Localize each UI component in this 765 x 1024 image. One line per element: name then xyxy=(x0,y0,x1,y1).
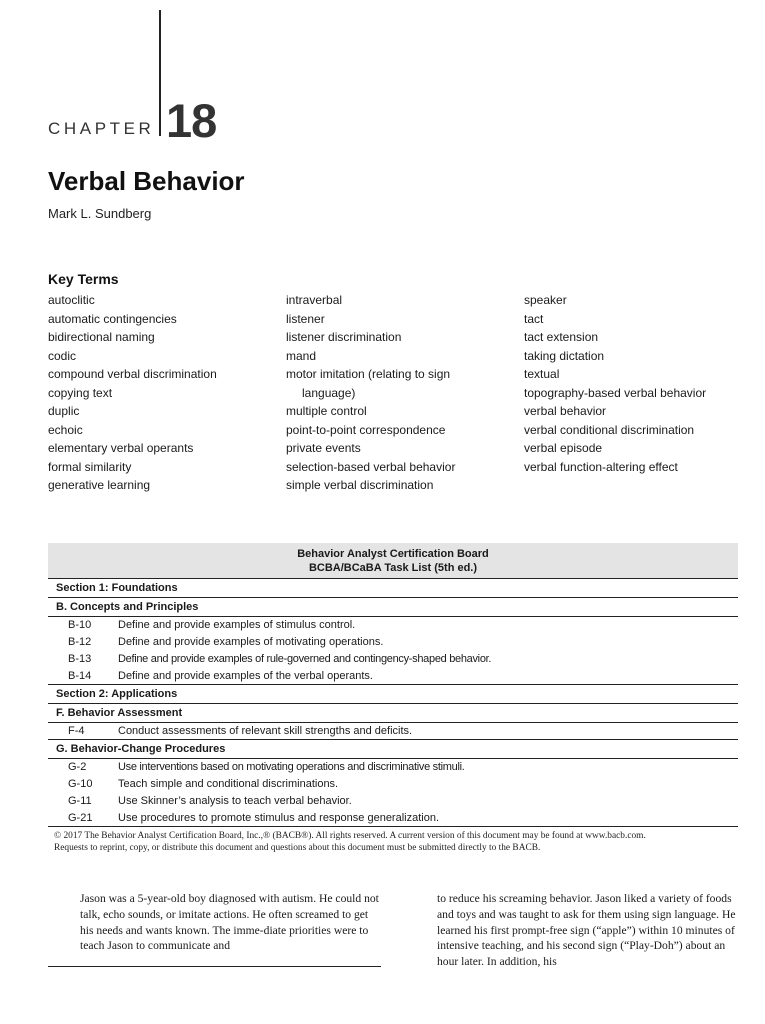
task-item xyxy=(48,759,738,776)
key-term: duplic xyxy=(48,404,80,418)
key-term: speaker xyxy=(524,293,567,307)
key-term: listener discrimination xyxy=(286,330,402,344)
task-text: Define and provide examples of stimulus control. xyxy=(118,619,356,631)
body-paragraph-left: Jason was a 5-year-old boy diagnosed with autism. He could not talk, echo sounds, or imitate actions. He often screamed to get his needs and wants known. The imme-diate priorities were to teach Jason to communicate and xyxy=(80,892,379,953)
task-text: Define and provide examples of the verbal operants. xyxy=(118,670,373,682)
reprint-notice-line: Requests to reprint, copy, or distribute this document and questions about this document must be submitted directly to the BACB. xyxy=(54,843,541,853)
bacb-header-subtitle: BCBA/BCaBA Task List (5th ed.) xyxy=(308,562,478,574)
bacb-table-header xyxy=(48,543,738,579)
task-item xyxy=(48,810,738,827)
task-text: Use Skinner’s analysis to teach verbal behavior. xyxy=(118,795,352,807)
chapter-number: 18 xyxy=(166,94,217,147)
task-item xyxy=(48,617,738,634)
section-heading: Section 1: Foundations xyxy=(48,579,738,598)
task-group-heading: B. Concepts and Principles xyxy=(48,598,738,617)
key-term: intraverbal xyxy=(286,293,343,307)
copyright-line: © 2017 The Behavior Analyst Certification Board, Inc.,® (BACB®). All rights reserved. A current version of this document may be found at www.bacb.com. xyxy=(54,831,646,841)
key-term: motor imitation (relating to sign xyxy=(286,367,451,381)
key-term: automatic contingencies xyxy=(48,311,177,326)
key-term: selection-based verbal behavior xyxy=(286,459,456,474)
section-heading: Section 2: Applications xyxy=(48,685,738,704)
key-term: point-to-point correspondence xyxy=(286,422,446,437)
task-item xyxy=(48,793,738,810)
task-item xyxy=(48,776,738,793)
key-terms-column-2 xyxy=(286,291,455,495)
key-terms-heading: Key Terms xyxy=(48,271,119,287)
task-item xyxy=(48,668,738,685)
key-terms-column-3 xyxy=(524,291,706,476)
key-term: elementary verbal operants xyxy=(48,441,194,455)
body-paragraph-right: to reduce his screaming behavior. Jason liked a variety of foods and toys and was taught to ask for them using sign language. He learned his first prompt-free sign (“apple”) within 10 minutes of intensive teaching, and his second sign (“Play-Doh”) about an hour later. In addition, his xyxy=(437,892,736,969)
key-term: multiple control xyxy=(286,404,367,418)
key-term: tact extension xyxy=(524,330,599,344)
task-code: G-2 xyxy=(68,761,87,773)
task-text: Conduct assessments of relevant skill strengths and deficits. xyxy=(118,725,413,737)
task-code: B-13 xyxy=(68,653,92,665)
task-text: Define and provide examples of rule-governed and contingency-shaped behavior. xyxy=(118,653,492,665)
key-term: private events xyxy=(286,441,361,455)
key-term-continuation: language) xyxy=(302,385,356,400)
task-text: Teach simple and conditional discriminations. xyxy=(118,778,339,790)
task-group-heading: G. Behavior-Change Procedures xyxy=(48,740,738,759)
key-term: topography-based verbal behavior xyxy=(524,385,707,400)
task-code: G-11 xyxy=(68,795,92,807)
chapter-divider-line xyxy=(159,10,161,136)
key-term: listener xyxy=(286,311,325,326)
footnote-rule xyxy=(48,966,381,967)
task-text: Use procedures to promote stimulus and response generalization. xyxy=(118,812,440,824)
task-code: G-21 xyxy=(68,812,93,824)
key-term: simple verbal discrimination xyxy=(286,478,434,492)
bacb-copyright-notice xyxy=(48,827,738,854)
chapter-title: Verbal Behavior xyxy=(48,166,245,196)
task-code: F-4 xyxy=(68,725,85,737)
task-item xyxy=(48,651,738,668)
bacb-header-title: Behavior Analyst Certification Board xyxy=(297,548,489,560)
key-term: bidirectional naming xyxy=(48,330,155,344)
key-term: echoic xyxy=(48,422,83,437)
task-text: Use interventions based on motivating operations and discriminative stimuli. xyxy=(118,761,465,773)
key-term: verbal episode xyxy=(524,441,603,455)
task-code: B-12 xyxy=(68,636,92,648)
task-item xyxy=(48,723,738,740)
key-terms-column-1 xyxy=(48,291,217,495)
bacb-task-list-box xyxy=(48,543,738,854)
key-term: taking dictation xyxy=(524,348,605,363)
task-group-heading: F. Behavior Assessment xyxy=(48,704,738,723)
task-code: G-10 xyxy=(68,778,93,790)
task-code: B-10 xyxy=(68,619,92,631)
key-term: codic xyxy=(48,348,77,363)
key-term: verbal behavior xyxy=(524,404,607,418)
key-term: formal similarity xyxy=(48,459,132,474)
key-term: tact xyxy=(524,311,544,326)
key-term: textual xyxy=(524,367,560,381)
key-term: generative learning xyxy=(48,478,151,492)
key-term: mand xyxy=(286,348,317,363)
key-term: compound verbal discrimination xyxy=(48,367,217,381)
key-term: verbal function-altering effect xyxy=(524,459,678,474)
key-term: autoclitic xyxy=(48,293,95,307)
task-item xyxy=(48,634,738,651)
task-code: B-14 xyxy=(68,670,92,682)
chapter-label: CHAPTER xyxy=(48,119,155,138)
chapter-author: Mark L. Sundberg xyxy=(48,206,152,221)
task-text: Define and provide examples of motivating operations. xyxy=(118,636,384,648)
key-term: copying text xyxy=(48,385,113,400)
key-term: verbal conditional discrimination xyxy=(524,422,695,437)
